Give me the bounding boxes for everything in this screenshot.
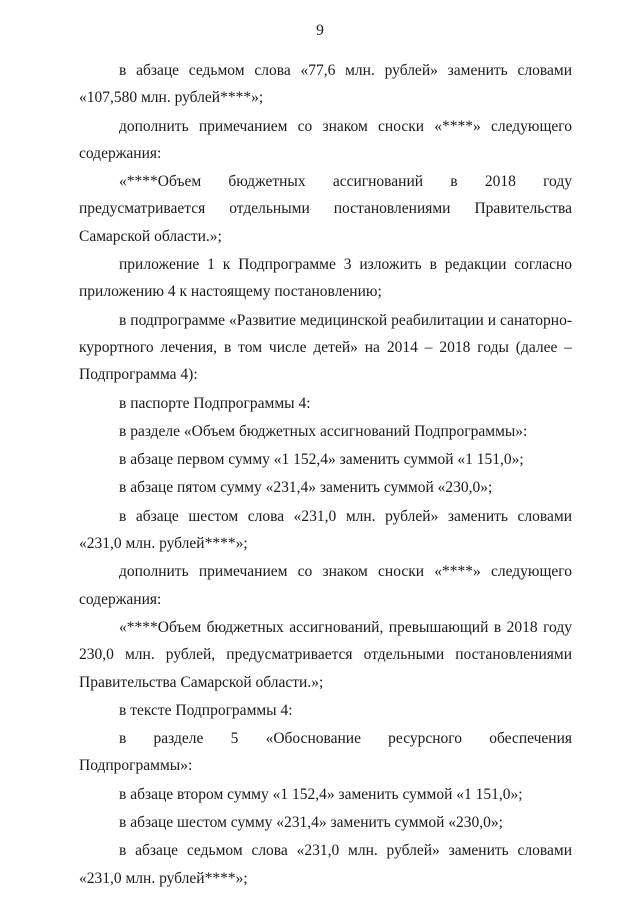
paragraph: в подпрограмме «Развитие медицинской реабилитации и санаторно-курортного лечения, в том числе детей» на 2014 – 2018 годы (далее – Подпрограмма 4): [79, 311, 572, 384]
document-body [79, 57, 572, 893]
paragraph: в абзаце седьмом слова «77,6 млн. рублей» заменить словами «107,580 млн. рублей****»; [79, 62, 572, 107]
paragraph: в абзаце пятом сумму «231,4» заменить суммой «230,0»; [119, 479, 493, 497]
paragraph: в паспорте Подпрограммы 4: [119, 394, 311, 412]
paragraph: дополнить примечанием со знаком сноски «****» следующего содержания: [79, 117, 572, 162]
paragraph: «****Объем бюджетных ассигнований в 2018 году предусматривается отдельными постановлениями Правительства Самарской области.»; [79, 173, 572, 245]
paragraph: «****Объем бюджетных ассигнований, превышающий в 2018 году 230,0 млн. рублей, предусматривается отдельными постановлениями Правительства Самарской области.»; [79, 618, 572, 691]
page-number: 9 [316, 22, 324, 39]
paragraph: в абзаце втором сумму «1 152,4» заменить суммой «1 151,0»; [119, 785, 523, 803]
paragraph: приложение 1 к Подпрограмме 3 изложить в редакции согласно приложению 4 к настоящему постановлению; [79, 256, 572, 301]
paragraph: в тексте Подпрограммы 4: [119, 701, 293, 719]
paragraph: дополнить примечанием со знаком сноски «****» следующего содержания: [79, 563, 572, 608]
paragraph: в абзаце шестом сумму «231,4» заменить суммой «230,0»; [119, 814, 503, 832]
paragraph: в абзаце первом сумму «1 152,4» заменить суммой «1 151,0»; [119, 451, 524, 469]
paragraph: в абзаце шестом слова «231,0 млн. рублей» заменить словами «231,0 млн. рублей****»; [79, 507, 572, 553]
paragraph: в разделе 5 «Обоснование ресурсного обеспечения Подпрограммы»: [79, 730, 572, 775]
paragraph: в абзаце седьмом слова «231,0 млн. рублей» заменить словами «231,0 млн. рублей****»; [79, 842, 572, 887]
paragraph: в разделе «Объем бюджетных ассигнований Подпрограммы»: [119, 422, 528, 440]
